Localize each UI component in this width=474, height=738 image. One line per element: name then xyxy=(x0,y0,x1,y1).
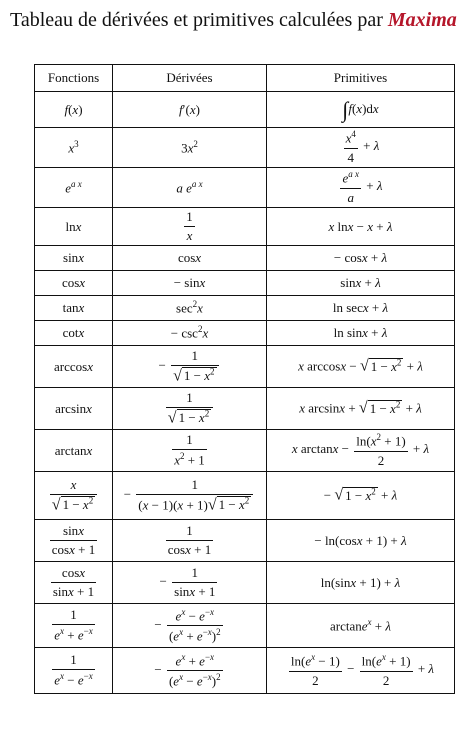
derivative-cell: a $e^{a x}$ xyxy=(113,168,267,208)
primitive-cell: x arctanx − $\frac{\ln(x^2 + 1)}{2}$ + λ xyxy=(267,430,455,472)
primitive-cell: − ln(cosx + 1) + λ xyxy=(267,520,455,562)
table-row xyxy=(35,430,455,472)
primitive-cell: x lnx − x + λ xyxy=(267,208,455,246)
derivative-cell: f′(x) xyxy=(113,92,267,128)
function-cell: arccosx xyxy=(35,346,113,388)
table-row xyxy=(35,168,455,208)
table-row xyxy=(35,472,455,520)
derivative-cell: $\frac{1}{x}$ xyxy=(113,208,267,246)
table-row xyxy=(35,296,455,321)
derivative-cell: $\frac{1}{√ 1 - x^2}$ xyxy=(113,388,267,430)
primitive-cell: $\frac{x^4}{4}$ + λ xyxy=(267,128,455,168)
derivatives-table xyxy=(34,64,455,694)
table-row xyxy=(35,271,455,296)
primitive-cell: x arccosx − √ $1 - x^2 + \lambda$ xyxy=(267,346,455,388)
primitive-cell: ln secx + λ xyxy=(267,296,455,321)
derivative-cell: − $\frac{1}{\sin x + 1}$ xyxy=(113,562,267,604)
header-functions: Fonctions xyxy=(35,65,113,92)
function-cell: sinx xyxy=(35,246,113,271)
table-row xyxy=(35,92,455,128)
table-row xyxy=(35,128,455,168)
derivative-cell: $\frac{1}{x^2 + 1}$ xyxy=(113,430,267,472)
primitive-cell: − √ $1 - x^2 + \lambda$ xyxy=(267,472,455,520)
table-row xyxy=(35,562,455,604)
function-cell: $\frac{x}{√ 1 - x^2}$ xyxy=(35,472,113,520)
primitive-cell: sinx + λ xyxy=(267,271,455,296)
function-cell: lnx xyxy=(35,208,113,246)
derivative-cell: − sinx xyxy=(113,271,267,296)
function-cell: $\frac{1}{e^x - e^{-x}}$ xyxy=(35,648,113,694)
table-row xyxy=(35,321,455,346)
function-cell: arcsinx xyxy=(35,388,113,430)
derivative-cell: $\sec^2x$ xyxy=(113,296,267,321)
primitive-cell: ln sinx + λ xyxy=(267,321,455,346)
function-cell: tanx xyxy=(35,296,113,321)
primitive-cell: $\frac{\ln(e^x - 1)}{2}$ − $\frac{\ln(e^x + 1)}{2}$ + λ xyxy=(267,648,455,694)
primitive-cell: ∫f(x)dx xyxy=(267,92,455,128)
primitive-cell: ln(sinx + 1) + λ xyxy=(267,562,455,604)
derivative-cell: $3x^2$ xyxy=(113,128,267,168)
header-derivatives: Dérivées xyxy=(113,65,267,92)
derivative-cell: − $\csc^2x$ xyxy=(113,321,267,346)
table-row xyxy=(35,604,455,648)
table-row xyxy=(35,346,455,388)
derivative-cell: cosx xyxy=(113,246,267,271)
primitive-cell: − cosx + λ xyxy=(267,246,455,271)
header-row xyxy=(35,65,455,92)
table-row xyxy=(35,208,455,246)
primitive-cell: x arcsinx + √ $1 - x^2 + \lambda$ xyxy=(267,388,455,430)
title-text: Tableau de dérivées et primitives calculées par xyxy=(10,9,383,31)
table-row xyxy=(35,388,455,430)
derivative-cell: $\frac{1}{\cos x + 1}$ xyxy=(113,520,267,562)
function-cell: cotx xyxy=(35,321,113,346)
derivative-cell: − $\frac{e^x - e^{-x}}{(e^x + e^{-x})^2}$ xyxy=(113,604,267,648)
page-title xyxy=(10,6,470,34)
derivative-cell: − $\frac{e^x + e^{-x}}{(e^x - e^{-x})^2}$ xyxy=(113,648,267,694)
brand-name: Maxima xyxy=(387,9,457,31)
derivative-cell: − $\frac{1}{(x - 1)(x + 1)√ 1 - x^2}$ xyxy=(113,472,267,520)
function-cell: $\frac{1}{e^x + e^{-x}}$ xyxy=(35,604,113,648)
primitive-cell: $\frac{e^{a x}}{a}$ + λ xyxy=(267,168,455,208)
function-cell: arctanx xyxy=(35,430,113,472)
derivative-cell: − $\frac{1}{√ 1 - x^2}$ xyxy=(113,346,267,388)
table-row xyxy=(35,520,455,562)
function-cell: cosx xyxy=(35,271,113,296)
function-cell: $x^3$ xyxy=(35,128,113,168)
function-cell: $\frac{\cos x}{\sin x + 1}$ xyxy=(35,562,113,604)
function-cell: $\frac{\sin x}{\cos x + 1}$ xyxy=(35,520,113,562)
function-cell: f(x) xyxy=(35,92,113,128)
primitive-cell: arctane$^x$ + λ xyxy=(267,604,455,648)
function-cell: $e^{a x}$ xyxy=(35,168,113,208)
header-primitives: Primitives xyxy=(267,65,455,92)
table-row xyxy=(35,246,455,271)
table-row xyxy=(35,648,455,694)
